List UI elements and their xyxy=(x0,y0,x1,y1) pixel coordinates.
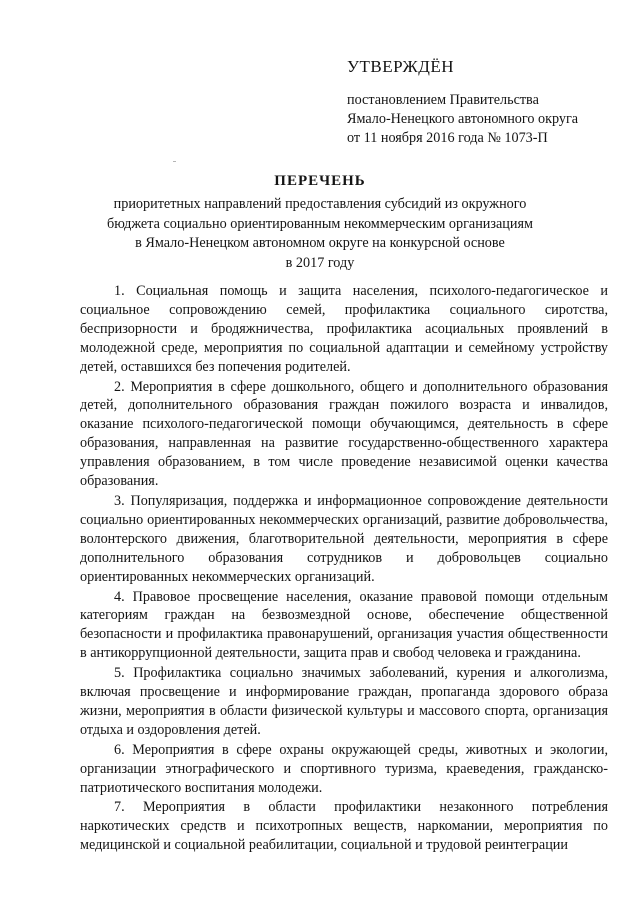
list-item: 7. Мероприятия в области профилактики незаконного потребления наркотических средств и психотропных веществ, наркомании, мероприятия по медицинской и социальной реабилитации, социальной и трудовой реинтеграции xyxy=(80,799,608,854)
list-item: 1. Социальная помощь и защита населения, психолого-педагогическое и социальное сопровождению семей, профилактика социального сиротства, беспризорности и бродяжничества, профилактика асоциальных проявлений в молодежной среде, мероприятия по социальной адаптации и семейному устройству детей, оставшихся без попечения родителей. xyxy=(80,283,608,375)
list-item: 4. Правовое просвещение населения, оказание правовой помощи отдельным категориям граждан на безвозмездной основе, обеспечение общественной безопасности и профилактика правонарушений, организация участия общественности в антикоррупционной деятельности, защита прав и свобод человека и гражданина. xyxy=(80,588,608,662)
list-item: 2. Мероприятия в сфере дошкольного, общего и дополнительного образования детей, дополнительного образования граждан пожилого возраста и инвалидов, оказание психолого-педагогической помощи обучающимся, деятельность в сфере образования, направленная на развитие государственно-общественного характера управления образованием, в том числе проведение независимой оценки качества образования. xyxy=(80,378,608,490)
document-body xyxy=(80,282,608,856)
list-item: 6. Мероприятия в сфере охраны окружающей среды, животных и экологии, организации этнографического и спортивного туризма, краеведения, гражданско-патриотического воспитания молодежи. xyxy=(80,741,608,796)
approval-block xyxy=(347,91,578,148)
approval-heading: УТВЕРЖДЁН xyxy=(347,57,454,76)
subtitle-line: приоритетных направлений предоставления субсидий из окружного xyxy=(113,196,527,212)
subtitle-line: в Ямало-Ненецком автономном округе на конкурсной основе xyxy=(135,235,505,251)
document-subtitle xyxy=(0,195,640,273)
approval-line: Ямало-Ненецкого автономного округа xyxy=(347,111,579,127)
list-item: 5. Профилактика социально значимых заболеваний, курения и алкоголизма, включая просвещение и информирование граждан, пропаганда здорового образа жизни, мероприятия в области физической культуры и массового спорта, организация отдыха и оздоровления детей. xyxy=(80,665,608,738)
list-item: 3. Популяризация, поддержка и информационное сопровождение деятельности социально ориентированных некоммерческих организаций, развитие добровольчества, волонтерского движения, благотворительной деятельности, мероприятия в сфере дополнительного образования сотрудников и добровольцев социально ориентированных некоммерческих организаций. xyxy=(80,492,608,585)
document-title: ПЕРЕЧЕНЬ xyxy=(274,173,366,189)
scan-artifact xyxy=(173,161,176,162)
subtitle-line: бюджета социально ориентированным некоммерческим организациям xyxy=(107,215,533,232)
subtitle-line: в 2017 году xyxy=(285,254,355,271)
approval-line: постановлением Правительства xyxy=(347,92,539,108)
approval-line: от 11 ноября 2016 года № 1073-П xyxy=(347,130,548,146)
